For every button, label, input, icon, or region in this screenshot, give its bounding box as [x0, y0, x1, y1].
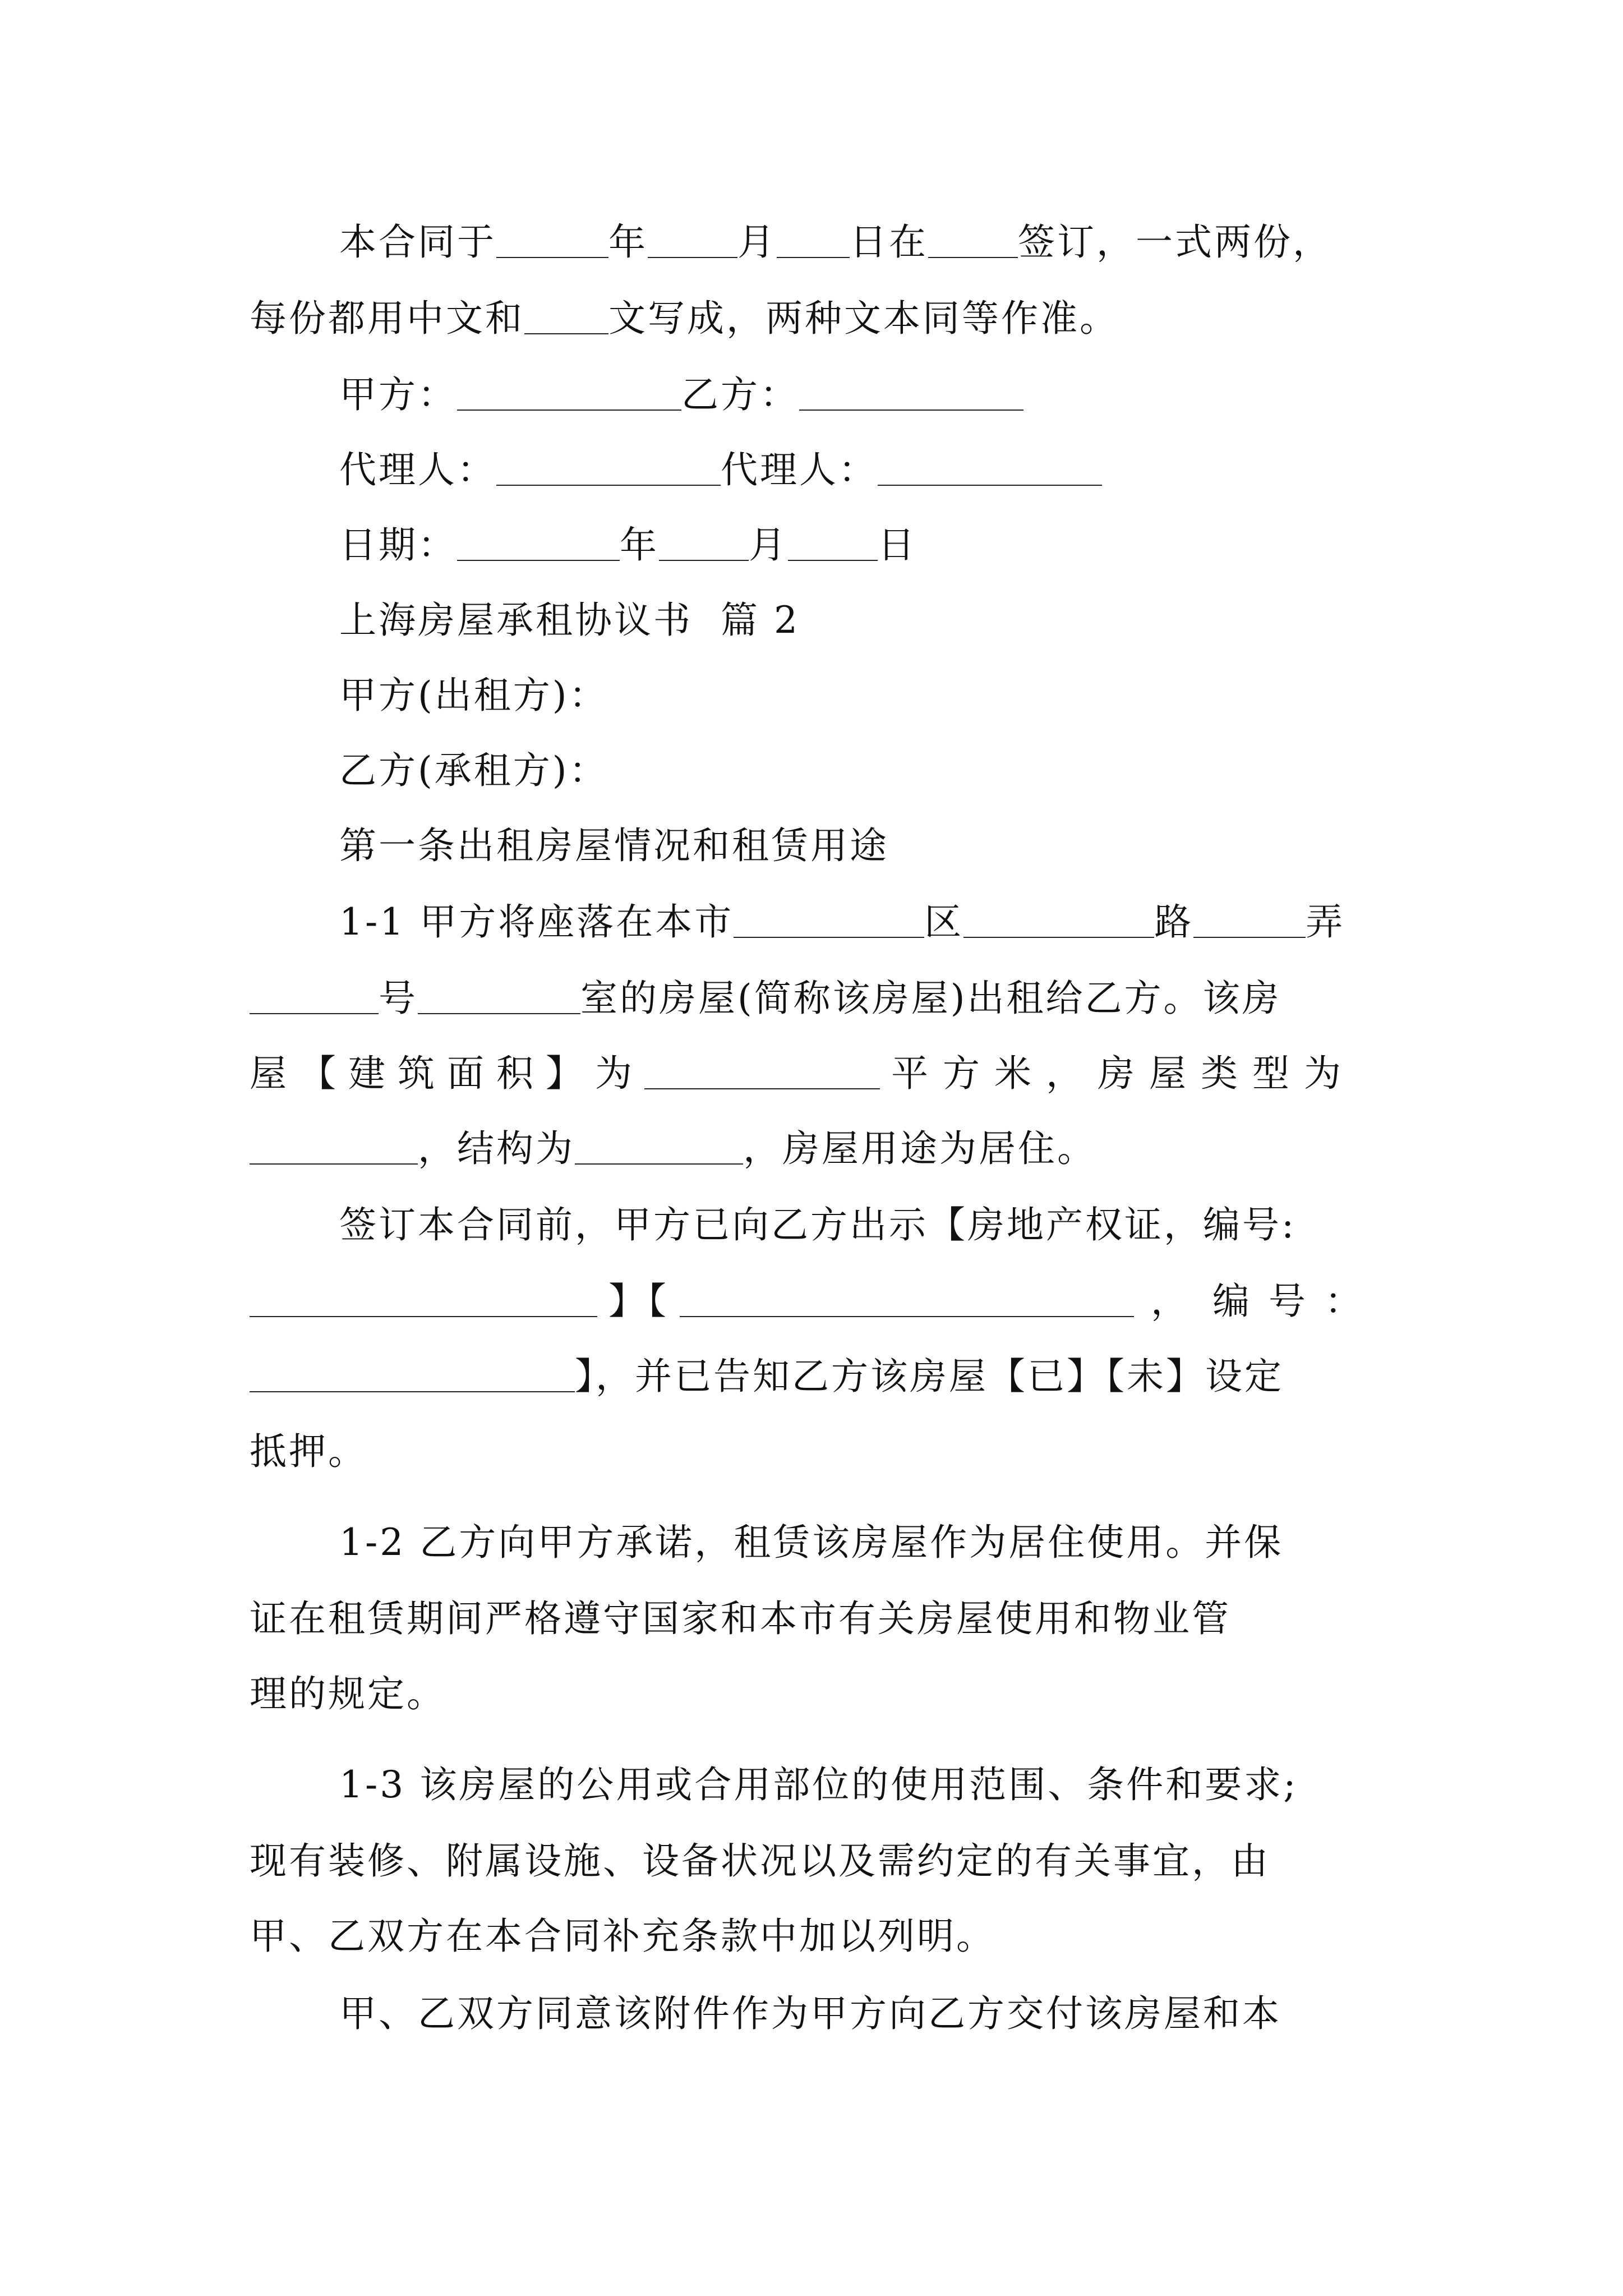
- text: 日: [878, 523, 917, 567]
- agent-signature-line: [339, 436, 1483, 504]
- text: 日期：: [339, 523, 457, 567]
- blank-agent-b: [878, 448, 1102, 486]
- blank-cert-number-2: [250, 1354, 575, 1392]
- title-text: 上海房屋承租协议书: [339, 599, 693, 642]
- text: 甲方：: [339, 373, 457, 416]
- text: 月: [737, 220, 777, 264]
- blank-structure: [575, 1126, 743, 1165]
- text: 代理人：: [339, 448, 496, 491]
- blank-house-type: [250, 1126, 418, 1165]
- text: 】，并已告知乙方该房屋【已】【未】设定: [575, 1355, 1284, 1398]
- blank-year: [457, 523, 620, 561]
- paragraph-line: 甲、乙双方同意该附件作为甲方向乙方交付该房屋和本: [339, 1992, 1281, 2035]
- blank-area: [644, 1051, 880, 1089]
- text: 室的房屋(简称该房屋)出租给乙方。该房: [580, 977, 1281, 1020]
- text: 编号：: [1212, 1280, 1381, 1323]
- text: 1-1 甲方将座落在本市: [339, 900, 734, 944]
- blank-number: [250, 976, 379, 1014]
- clause-1-1-line: [250, 965, 1394, 1032]
- party-signature-line: [339, 361, 1483, 429]
- blank-year: [496, 220, 608, 258]
- lessee-line: 乙方(承租方)：: [339, 749, 608, 792]
- blank-month: [648, 220, 737, 258]
- blank-room: [418, 976, 580, 1014]
- clause-1-2-line: 证在租赁期间严格遵守国家和本市有关房屋使用和物业管: [250, 1597, 1231, 1640]
- blank-lane: [1193, 900, 1306, 938]
- text: 号: [379, 977, 418, 1020]
- blank-road: [963, 900, 1154, 938]
- blank-day: [788, 523, 878, 561]
- text: 】【: [608, 1280, 668, 1323]
- blank-cert-number: [250, 1279, 597, 1317]
- text: ，: [1151, 1280, 1190, 1323]
- clause-1-3-line: 现有装修、附属设施、设备状况以及需约定的有关事宜，由: [250, 1839, 1270, 1883]
- text: 区: [924, 900, 964, 944]
- blank-cert-name: [680, 1279, 1134, 1317]
- article-heading: 第一条出租房屋情况和租赁用途: [339, 824, 889, 867]
- clause-1-1-line: [339, 889, 1483, 956]
- clause-1-1-line: [250, 1040, 1394, 1107]
- paragraph-line: 抵押。: [250, 1430, 367, 1473]
- text: 乙方：: [681, 373, 799, 416]
- blank-party-b: [799, 372, 1023, 411]
- text: 平方米，房屋类型为: [891, 1052, 1355, 1095]
- certificate-line: [250, 1343, 1394, 1410]
- language-line: [250, 285, 1394, 352]
- text: 代理人：: [721, 448, 878, 491]
- blank-party-a: [457, 372, 681, 411]
- certificate-line: [250, 1268, 1394, 1335]
- text: 弄: [1306, 900, 1345, 944]
- lessor-line: 甲方(出租方)：: [339, 674, 608, 717]
- date-line: [339, 512, 1483, 579]
- section-title: [339, 587, 1483, 654]
- blank-place: [928, 220, 1018, 258]
- text: 年: [620, 523, 659, 567]
- blank-day: [777, 220, 850, 258]
- text: 年: [608, 220, 648, 264]
- blank-language: [524, 296, 608, 334]
- clause-1-3-line: 1-3 该房屋的公用或合用部位的使用范围、条件和要求;: [339, 1763, 1298, 1806]
- clause-1-2-line: 1-2 乙方向甲方承诺，租赁该房屋作为居住使用。并保: [339, 1521, 1284, 1564]
- clause-1-2-line: 理的规定。: [250, 1672, 446, 1715]
- text: 文写成，两种文本同等作准。: [608, 297, 1119, 340]
- text: ，结构为: [418, 1127, 575, 1170]
- blank-agent-a: [496, 448, 721, 486]
- part-number: 篇 2: [721, 599, 800, 642]
- clause-1-1-line: [250, 1115, 1394, 1182]
- text: 本合同于: [339, 220, 496, 264]
- blank-district: [734, 900, 924, 938]
- text: 月: [749, 523, 788, 567]
- text: 每份都用中文和: [250, 297, 524, 340]
- text: 签订，一式两份，: [1018, 220, 1332, 264]
- text: 路: [1154, 900, 1194, 944]
- signing-date-line: [339, 209, 1483, 276]
- text: 日在: [850, 220, 928, 264]
- text: 屋【建筑面积】为: [250, 1052, 644, 1095]
- blank-month: [659, 523, 749, 561]
- clause-1-3-line: 甲、乙双方在本合同补充条款中加以列明。: [250, 1915, 995, 1958]
- certificate-line: 签订本合同前，甲方已向乙方出示【房地产权证，编号:: [339, 1203, 1297, 1246]
- text: ，房屋用途为居住。: [743, 1127, 1096, 1170]
